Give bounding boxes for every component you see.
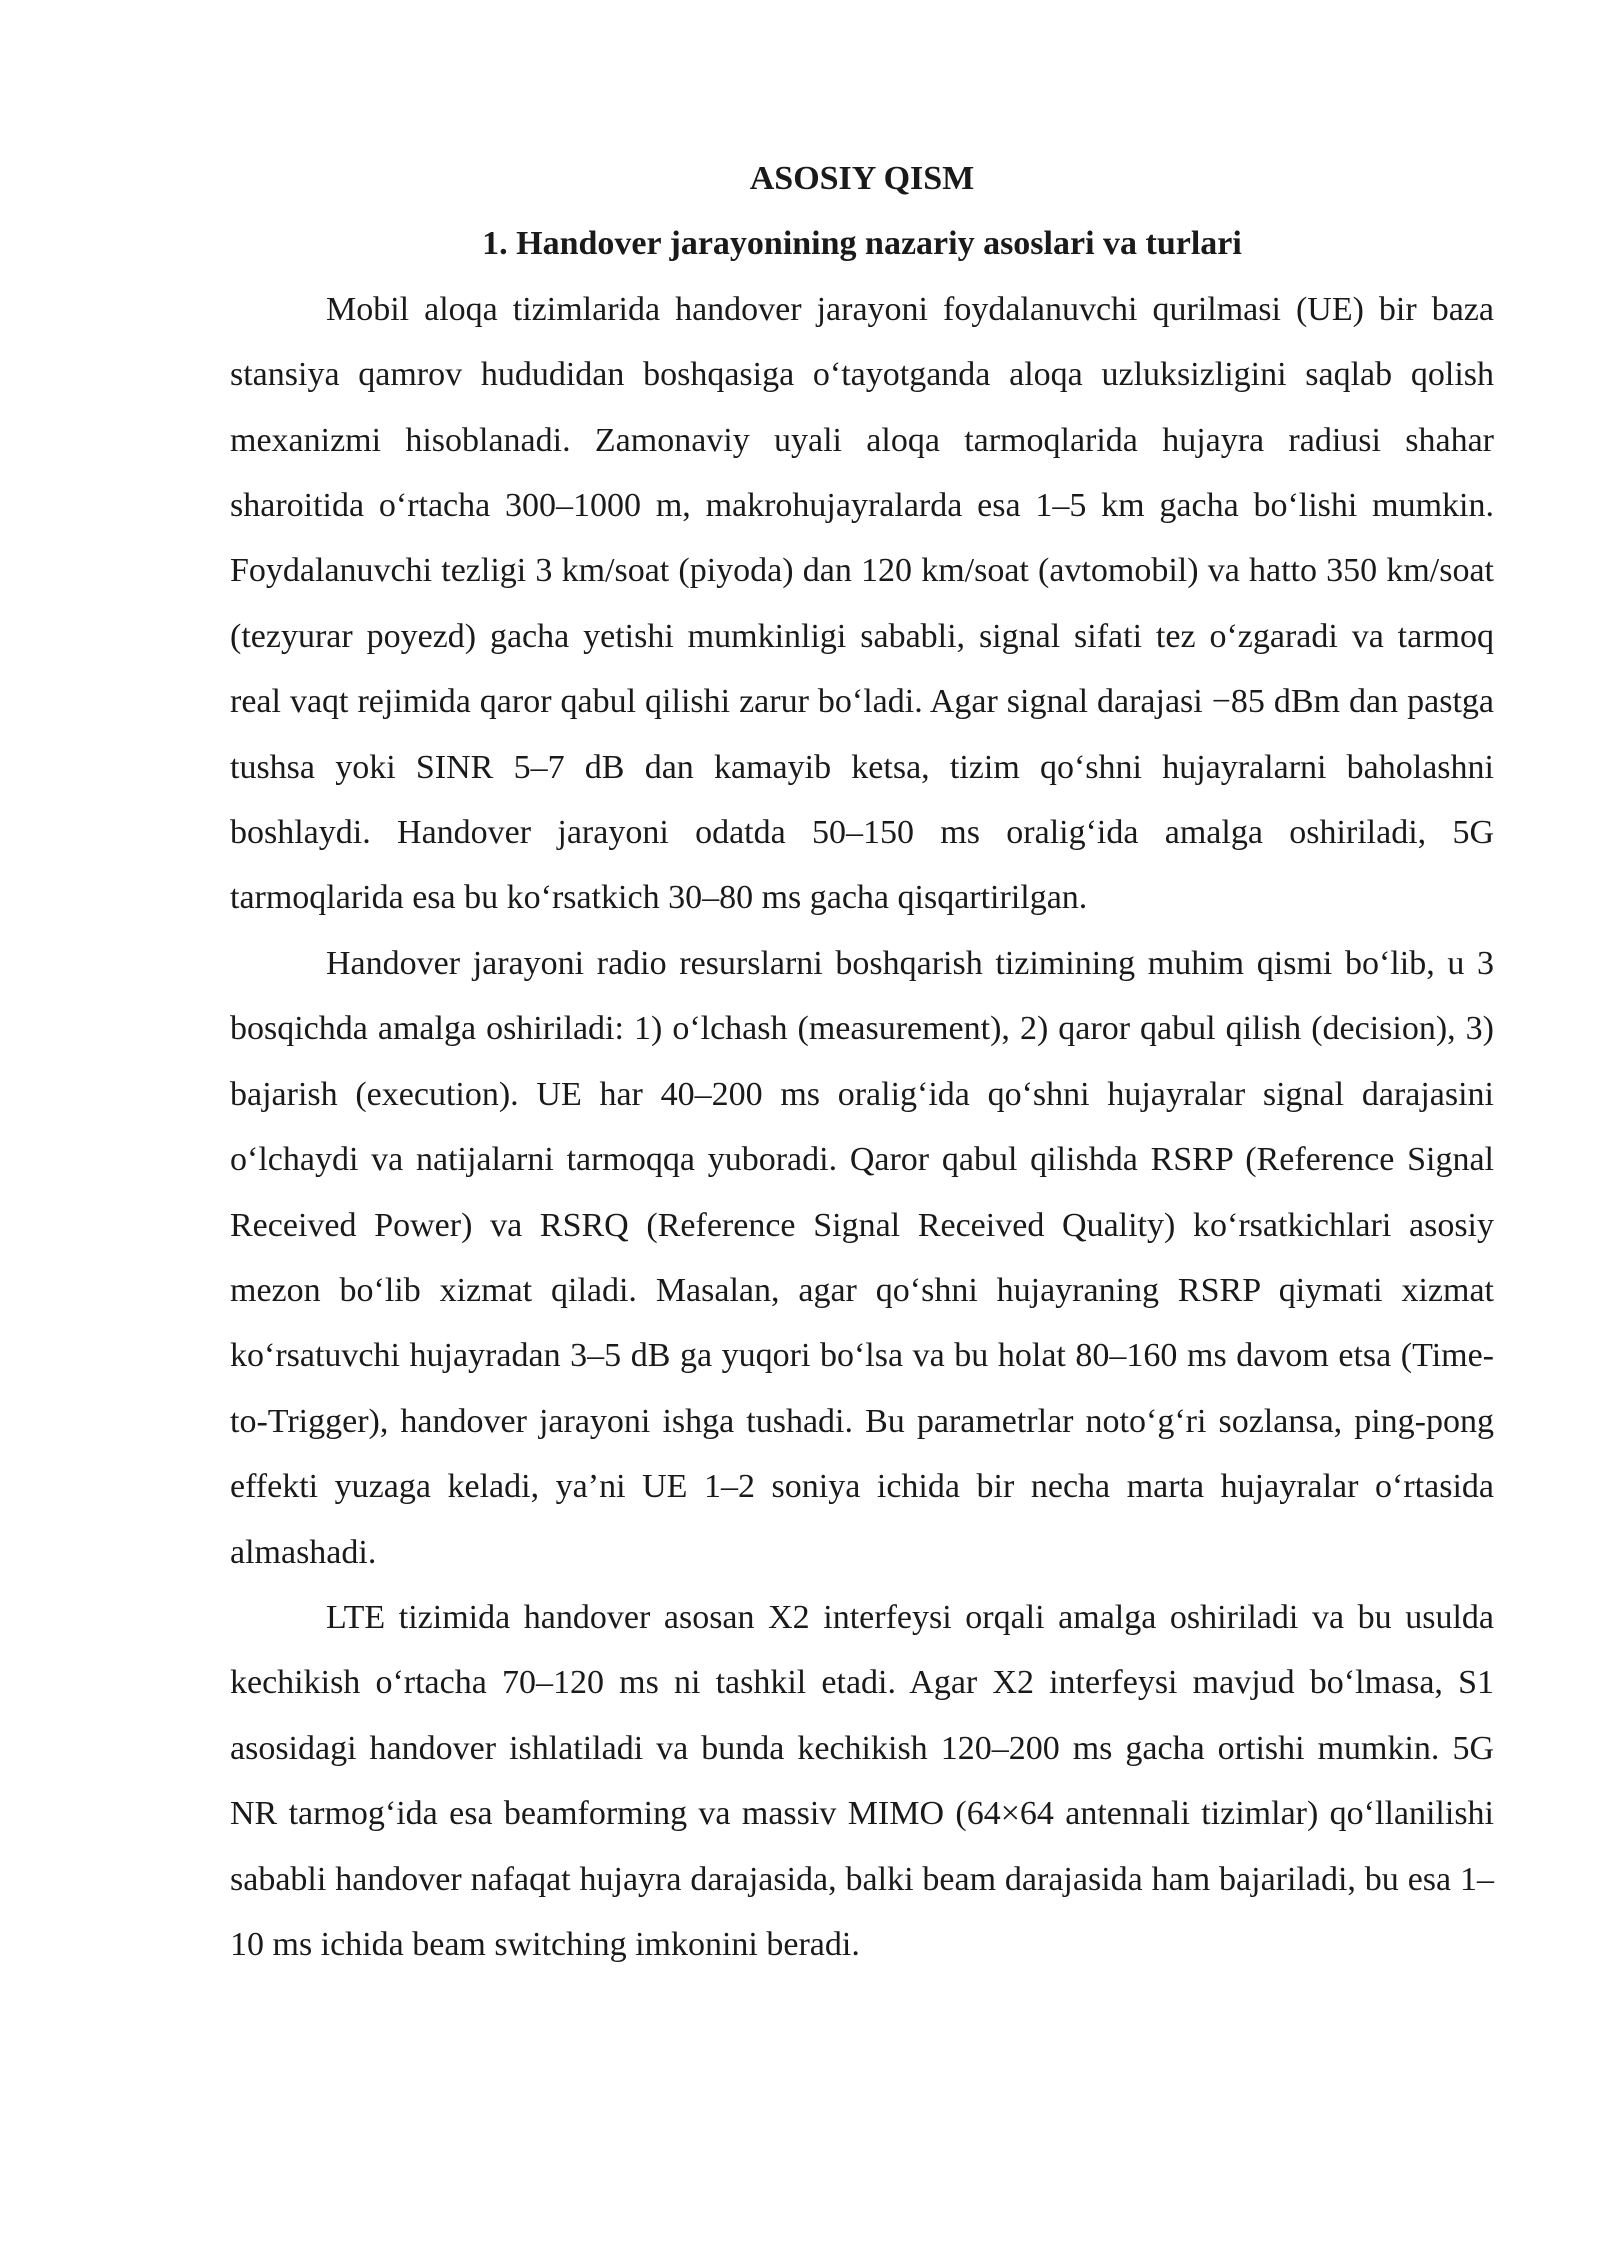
paragraph-1: Mobil aloqa tizimlarida handover jarayoni foydalanuvchi qurilmasi (UE) bir baza stansiya qamrov hududidan boshqasiga o‘tayotganda aloqa uzluksizligini saqlab qolish mexanizmi hisoblanadi. Zamonaviy uyali aloqa tarmoqlarida hujayra radiusi shahar sharoitida o‘rtacha 300–1000 m, makrohujayralarda esa 1–5 km gacha bo‘lishi mumkin. Foydalanuvchi tezligi 3 km/soat (piyoda) dan 120 km/soat (avtomobil) va hatto 350 km/soat (tezyurar poyezd) gacha yetishi mumkinligi sababli, signal sifati tez o‘zgaradi va tarmoq real vaqt rejimida qaror qabul qilishi zarur bo‘ladi. Agar signal darajasi −85 dBm dan pastga tushsa yoki SINR 5–7 dB dan kamayib ketsa, tizim qo‘shni hujayralarni baholashni boshlaydi. Handover jarayoni odatda 50–150 ms oralig‘ida amalga oshiriladi, 5G tarmoqlarida esa bu ko‘rsatkich 30–80 ms gacha qisqartirilgan. xyxy=(230,290,1494,917)
section-heading: 1. Handover jarayonining nazariy asoslari va turlari xyxy=(482,225,1242,263)
main-heading: ASOSIY QISM xyxy=(749,160,975,197)
paragraph-2: Handover jarayoni radio resurslarni boshqarish tizimining muhim qismi bo‘lib, u 3 bosqichda amalga oshiriladi: 1) o‘lchash (measurement), 2) qaror qabul qilish (decision), 3) bajarish (execution). UE har 40–200 ms oralig‘ida qo‘shni hujayralar signal darajasini o‘lchaydi va natijalarni tarmoqqa yuboradi. Qaror qabul qilishda RSRP (Reference Signal Received Power) va RSRQ (Reference Signal Received Quality) ko‘rsatkichlari asosiy mezon bo‘lib xizmat qiladi. Masalan, agar qo‘shni hujayraning RSRP qiymati xizmat ko‘rsatuvchi hujayradan 3–5 dB ga yuqori bo‘lsa va bu holat 80–160 ms davom etsa (Time-to-Trigger), handover jarayoni ishga tushadi. Bu parametrlar noto‘g‘ri sozlansa, ping-pong effekti yuzaga keladi, ya’ni UE 1–2 soniya ichida bir necha marta hujayralar o‘rtasida almashadi. xyxy=(230,944,1494,1571)
document-page xyxy=(230,146,1494,1977)
paragraph-3: LTE tizimida handover asosan X2 interfeysi orqali amalga oshiriladi va bu usulda kechikish o‘rtacha 70–120 ms ni tashkil etadi. Agar X2 interfeysi mavjud bo‘lmasa, S1 asosidagi handover ishlatiladi va bunda kechikish 120–200 ms gacha ortishi mumkin. 5G NR tarmog‘ida esa beamforming va massiv MIMO (64×64 antennali tizimlar) qo‘llanilishi sababli handover nafaqat hujayra darajasida, balki beam darajasida ham bajariladi, bu esa 1–10 ms ichida beam switching imkonini beradi. xyxy=(230,1598,1494,1963)
